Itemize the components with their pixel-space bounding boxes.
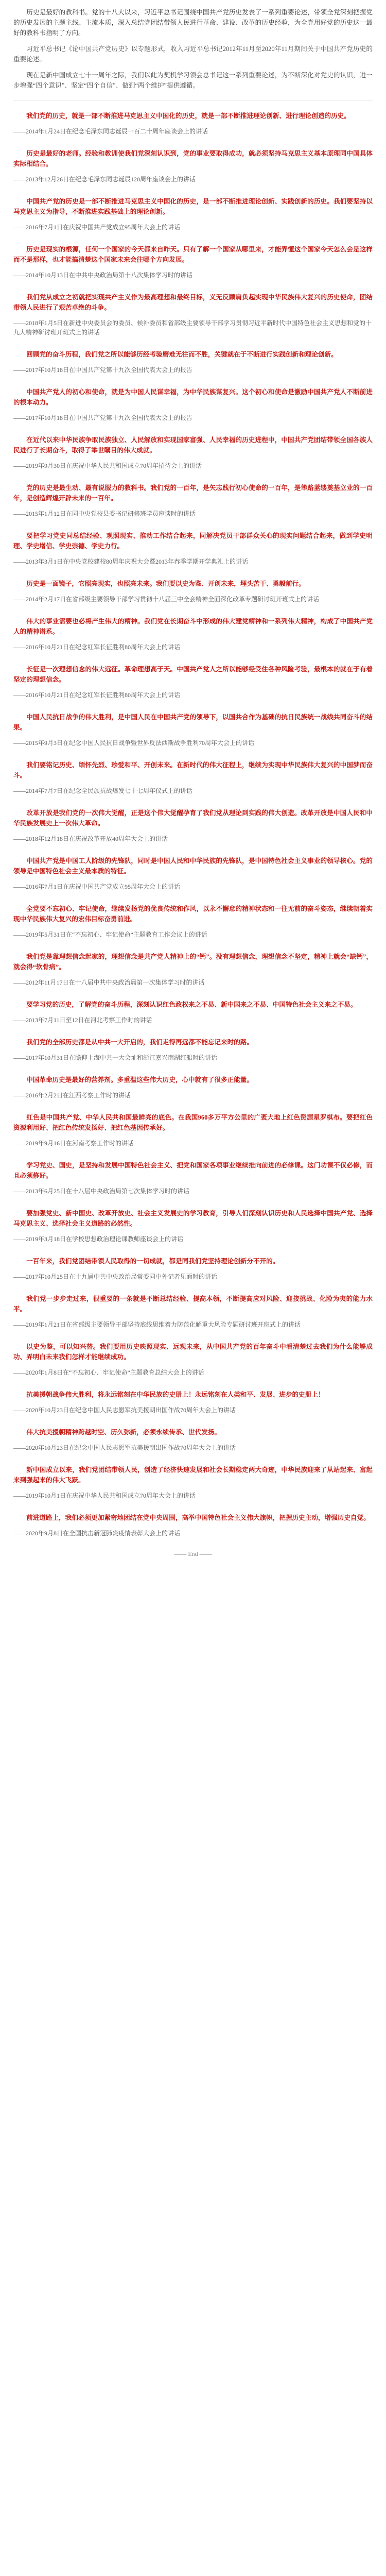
quote-text: 中国革命历史是最好的营养剂。多重温这些伟大历史，心中就有了很多正能量。 <box>26 1076 253 1083</box>
quote-source: ——2017年10月25日在十九届中共中央政治局常委同中外记者见面时的讲话 <box>13 1273 218 1280</box>
quote-block <box>13 244 373 280</box>
quote-text: 要加强党史、新中国史、改革开放史、社会主义发展史的学习教育，引导人们深刻认识历史和人民选择中国共产党、选择马克思主义、选择社会主义道路的必然性。 <box>13 1210 373 1227</box>
quote-block <box>13 1465 373 1500</box>
quote-block <box>13 1256 373 1281</box>
quote-block <box>13 760 373 795</box>
quote-block <box>13 616 373 652</box>
intro-paragraph: 习近平总书记《论中国共产党历史》以专题形式，收入习近平总书记2012年11月至2020年11月期间关于中国共产党历史的重要论述。 <box>13 45 373 63</box>
quote-source: ——2019年10月1日在庆祝中华人民共和国成立70周年大会上的讲话 <box>13 1492 196 1499</box>
quote-block <box>13 1342 373 1377</box>
article-intro <box>13 7 373 91</box>
quote-block <box>13 1112 373 1148</box>
quote-source: ——2020年9月8日在全国抗击新冠肺炎疫情表彰大会上的讲话 <box>13 1530 181 1537</box>
quote-source: ——2019年3月18日在学校思想政治理论课教师座谈会上的讲话 <box>13 1235 184 1243</box>
quote-block <box>13 1513 373 1538</box>
quote-block <box>13 1389 373 1415</box>
quote-source: ——2013年12月26日在纪念毛泽东同志诞辰120周年座谈会上的讲话 <box>13 176 196 183</box>
quote-block <box>13 349 373 375</box>
quote-block <box>13 712 373 748</box>
quote-source: ——2018年1月5日在新进中央委员会的委员、候补委员和省部级主要领导干部学习贯彻习近平新时代中国特色社会主义思想和党的十九大精神研讨班开班式上的讲话 <box>13 319 372 336</box>
quote-source: ——2019年9月30日在庆祝中华人民共和国成立70周年招待会上的讲话 <box>13 462 202 469</box>
quote-source: ——2014年7月7日在纪念全民族抗战爆发七十七周年仪式上的讲话 <box>13 787 193 794</box>
quote-text: 中国共产党是中国工人阶级的先锋队，同时是中国人民和中华民族的先锋队，是中国特色社会主义事业的领导核心。党的领导是中国特色社会主义最本质的特征。 <box>13 857 373 875</box>
quote-block <box>13 292 373 337</box>
quote-source: ——2020年10月23日在纪念中国人民志愿军抗美援朝出国作战70周年大会上的讲话 <box>13 1444 236 1451</box>
quote-source: ——2014年1月24日在纪念毛泽东同志诞辰一百二十周年座谈会上的讲话 <box>13 128 208 135</box>
quote-block <box>13 1208 373 1244</box>
quote-source: ——2013年3月1日在中央党校建校80周年庆祝大会暨2013年春季学期开学典礼上的讲话 <box>13 558 249 565</box>
quote-text: 我们党从成立之初就把实现共产主义作为最高理想和最终目标，义无反顾肩负起实现中华民族伟大复兴的历史使命，团结带领人民进行了艰苦卓绝的斗争。 <box>13 294 373 311</box>
quote-text: 要学习党的历史，了解党的奋斗历程，深刻认识红色政权来之不易、新中国来之不易、中国特色社会主义来之不易。 <box>26 1001 357 1008</box>
quote-text: 我们要铭记历史、缅怀先烈、珍爱和平、开创未来。在新时代的伟大征程上，继续为实现中华民族伟大复兴的中国梦而奋斗。 <box>13 761 373 779</box>
quote-text: 红色是中国共产党、中华人民共和国最鲜亮的底色。在我国960多万平方公里的广袤大地上红色资源星罗棋布。要把红色资源利用好、把红色传统发扬好、把红色基因传承好。 <box>13 1114 373 1131</box>
quote-source: ——2020年10月23日在纪念中国人民志愿军抗美援朝出国作战70周年大会上的讲话 <box>13 1406 236 1414</box>
quote-source: ——2016年10月21日在纪念红军长征胜利80周年大会上的讲话 <box>13 643 181 651</box>
quote-text: 我们党的全部历史都是从中共一大开启的，我们走得再远都不能忘记来时的路。 <box>26 1039 253 1046</box>
quote-text: 中国共产党的历史是一部不断推进马克思主义中国化的历史，是一部不断推进理论创新、实践创新的历史。我们要坚持以马克思主义为指导，不断推进实践基础上的理论创新。 <box>13 198 373 215</box>
quote-text: 伟大的事业需要也必将产生伟大的精神。我们党在长期奋斗中形成的伟大建党精神和一系列伟大精神，构成了中国共产党人的精神谱系。 <box>13 618 373 635</box>
quote-source: ——2019年9月16日在河南考察工作时的讲话 <box>13 1140 134 1147</box>
quote-source: ——2013年7月11日至12日在河北考察工作时的讲话 <box>13 1016 152 1024</box>
quote-text: 抗美援朝战争伟大胜利，将永远铭刻在中华民族的史册上！永远铭刻在人类和平、发展、进步的史册上！ <box>26 1391 325 1398</box>
quote-source: ——2016年10月21日在纪念红军长征胜利80周年大会上的讲话 <box>13 691 181 699</box>
quote-block <box>13 952 373 987</box>
quote-source: ——2017年10月18日在中国共产党第十九次全国代表大会上的报告 <box>13 414 193 421</box>
quote-block <box>13 148 373 184</box>
quote-block <box>13 664 373 700</box>
quote-block <box>13 999 373 1025</box>
quote-block <box>13 1075 373 1100</box>
quote-text: 回顾党的奋斗历程，我们党之所以能够历经考验磨难无往而不胜，关键就在于不断进行实践创新和理论创新。 <box>26 351 338 358</box>
quote-block <box>13 435 373 470</box>
quote-text: 前进道路上，我们必须更加紧密地团结在党中央周围，高举中国特色社会主义伟大旗帜，把握历史主动，增强历史自觉。 <box>26 1514 370 1521</box>
quote-block <box>13 808 373 843</box>
quote-block <box>13 904 373 939</box>
quote-text: 我们党是靠理想信念起家的，理想信念是共产党人精神上的“钙”。没有理想信念，理想信念不坚定，精神上就会“缺钙”，就会得“软骨病”。 <box>13 953 373 971</box>
quote-text: 长征是一次理想信念的伟大远征。革命理想高于天。中国共产党人之所以能够经受住各种风险考验，最根本的就在于有着坚定的理想信念。 <box>13 666 373 683</box>
quote-source: ——2017年10月31日在瞻仰上海中共一大会址和浙江嘉兴南湖红船时的讲话 <box>13 1054 218 1061</box>
quote-source: ——2020年1月8日在“不忘初心、牢记使命”主题教育总结大会上的讲话 <box>13 1369 204 1376</box>
quote-text: 全党要不忘初心、牢记使命，继续发扬党的优良传统和作风，以永不懈怠的精神状态和一往无前的奋斗姿态，继续朝着实现中华民族伟大复兴的宏伟目标奋勇前进。 <box>13 905 373 923</box>
quote-source: ——2017年10月18日在中国共产党第十九次全国代表大会上的报告 <box>13 366 193 374</box>
quote-source: ——2018年12月18日在庆祝改革开放40周年大会上的讲话 <box>13 835 168 842</box>
quote-source: ——2019年1月21日在省部级主要领导干部坚持底线思维着力防范化解重大风险专题研讨班开班式上的讲话 <box>13 1321 301 1328</box>
quote-text: 党的历史是最生动、最有说服力的教科书。我们党的一百年，是矢志践行初心使命的一百年，是筚路蓝缕奠基立业的一百年，是创造辉煌开辟未来的一百年。 <box>13 484 373 502</box>
quote-text: 我们党一步步走过来，很重要的一条就是不断总结经验、提高本领，不断提高应对风险、迎接挑战、化险为夷的能力水平。 <box>13 1295 373 1313</box>
quote-text: 伟大抗美援朝精神跨越时空、历久弥新，必须永续传承、世代发扬。 <box>26 1429 221 1436</box>
quote-text: 中国人民抗日战争的伟大胜利，是中国人民在中国共产党的领导下，以国共合作为基础的抗日民族统一战线共同奋斗的结果。 <box>13 714 373 731</box>
quote-source: ——2014年10月13日在中共中央政治局第十八次集体学习时的讲话 <box>13 272 193 279</box>
quote-text: 改革开放是我们党的一次伟大觉醒，正是这个伟大觉醒孕育了我们党从理论到实践的伟大创造。改革开放是中国人民和中华民族发展史上一次伟大革命。 <box>13 809 373 827</box>
quote-source: ——2013年6月25日在十八届中央政治局第七次集体学习时的讲话 <box>13 1188 190 1195</box>
quote-text: 新中国成立以来，我们党团结带领人民，创造了经济快速发展和社会长期稳定两大奇迹，中华民族迎来了从站起来、富起来到强起来的伟大飞跃。 <box>13 1466 373 1484</box>
quotes-list <box>13 111 373 1538</box>
quote-source: ——2012年11月17日在十八届中共中央政治局第一次集体学习时的讲话 <box>13 979 205 986</box>
quote-source: ——2019年5月31日在“不忘初心、牢记使命”主题教育工作会议上的讲话 <box>13 931 207 938</box>
quote-block <box>13 196 373 232</box>
quote-source: ——2016年2月2日在江西考察工作时的讲话 <box>13 1092 131 1099</box>
quote-text: 历史是最好的老师。经验和教训使我们党深刻认识到，党的事业要取得成功，就必须坚持马克思主义基本原理同中国具体实际相结合。 <box>13 150 373 167</box>
quote-block <box>13 1160 373 1196</box>
quote-source: ——2015年9月3日在纪念中国人民抗日战争暨世界反法西斯战争胜利70周年大会上的讲话 <box>13 739 255 747</box>
intro-paragraph: 历史是最好的教科书。党的十八大以来，习近平总书记围绕中国共产党历史发表了一系列重要论述，带领全党深刻把握党的历史发展的主题主线、主流本质，深入总结党团结带领人民进行革命、建设、改革的历史经验，为全党用好党的历史这一最好的教科书指明了方向。 <box>13 9 373 37</box>
quote-text: 我们党的历史，就是一部不断推进马克思主义中国化的历史，就是一部不断推进理论创新、进行理论创造的历史。 <box>26 112 350 120</box>
quote-text: 以史为鉴，可以知兴替。我们要用历史映照现实、远观未来，从中国共产党的百年奋斗中看清楚过去我们为什么能够成功、弄明白未来我们怎样才能继续成功。 <box>13 1343 373 1361</box>
quote-block <box>13 1037 373 1062</box>
quote-text: 历史是现实的根源，任何一个国家的今天都来自昨天。只有了解一个国家从哪里来，才能弄懂这个国家今天怎么会是这样而不是那样，也才能搞清楚这个国家未来会往哪个方向发展。 <box>13 246 373 263</box>
quote-block <box>13 856 373 891</box>
quote-block <box>13 579 373 604</box>
quote-text: 中国共产党人的初心和使命，就是为中国人民谋幸福，为中华民族谋复兴。这个初心和使命是激励中国共产党人不断前进的根本动力。 <box>13 388 373 406</box>
quote-block <box>13 531 373 566</box>
quote-text: 一百年来，我们党团结带领人民取得的一切成就，都是同我们党坚持理论创新分不开的。 <box>26 1258 279 1265</box>
end-mark: —— End —— <box>174 1550 212 1557</box>
quote-block <box>13 387 373 422</box>
quote-text: 要把学习党史同总结经验、观照现实、推动工作结合起来，同解决党员干部群众关心的现实问题结合起来，做到学史明理、学史增信、学史崇德、学史力行。 <box>13 532 373 550</box>
quote-block <box>13 1294 373 1329</box>
quote-text: 学习党史、国史，是坚持和发展中国特色社会主义、把党和国家各项事业继续推向前进的必修课。这门功课不仅必修，而且必须修好。 <box>13 1162 373 1179</box>
quote-source: ——2015年1月12日在同中央党校县委书记研修班学员座谈时的讲话 <box>13 510 196 517</box>
quote-source: ——2016年7月1日在庆祝中国共产党成立95周年大会上的讲话 <box>13 883 181 890</box>
quote-block <box>13 111 373 136</box>
quote-text: 历史是一面镜子，它照亮现实，也照亮未来。我们要以史为鉴、开创未来，埋头苦干、勇毅前行。 <box>26 580 305 587</box>
quote-block <box>13 483 373 518</box>
quote-source: ——2016年7月1日在庆祝中国共产党成立95周年大会上的讲话 <box>13 224 181 231</box>
intro-paragraph: 现在是新中国成立七十一周年之际，我们以此为契机学习领会总书记这一系列重要论述，为不断深化对党史的认识，进一步增强“四个意识”、坚定“四个自信”、做到“两个维护”提供遵循。 <box>13 72 373 89</box>
quote-text: 在近代以来中华民族争取民族独立、人民解放和实现国家富强、人民幸福的历史进程中，中国共产党团结带领全国各族人民进行了长期奋斗，取得了举世瞩目的伟大成就。 <box>13 436 373 454</box>
quote-source: ——2014年2月17日在省部级主要领导干部学习贯彻十八届三中全会精神全面深化改革专题研讨班开班式上的讲话 <box>13 596 320 603</box>
quote-block <box>13 1427 373 1452</box>
